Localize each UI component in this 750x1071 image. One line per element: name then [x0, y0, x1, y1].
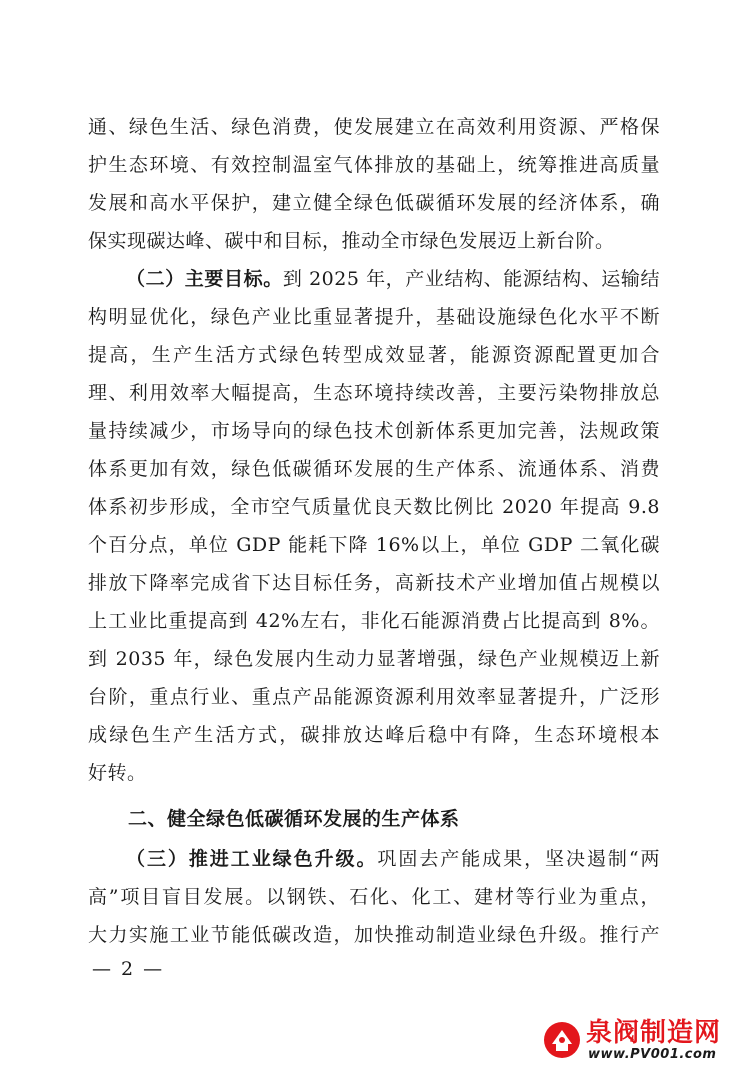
- paragraph-line: 通、绿色生活、绿色消费，使发展建立在高效利用资源、严格保: [88, 116, 660, 138]
- paragraph-line: 个百分点，单位 GDP 能耗下降 16%以上，单位 GDP 二氧化碳: [88, 534, 660, 556]
- section-3-first-line-text: 巩固去产能成果，坚决遏制“两: [377, 848, 660, 870]
- section-3-label: （三）推进工业绿色升级。: [126, 848, 378, 870]
- paragraph-line: 保实现碳达峰、碳中和目标，推动全市绿色发展迈上新台阶。: [88, 230, 615, 252]
- page-number: — 2 —: [92, 958, 165, 980]
- watermark-title: 泉阀制造网: [586, 1018, 722, 1048]
- paragraph-line: 护生态环境、有效控制温室气体排放的基础上，统筹推进高质量: [88, 154, 660, 176]
- valve-logo-icon: [542, 1020, 582, 1060]
- paragraph-line: 上工业比重提高到 42%左右，非化石能源消费占比提高到 8%。: [88, 610, 660, 632]
- paragraph-line: 成绿色生产生活方式，碳排放达峰后稳中有降，生态环境根本: [88, 724, 660, 746]
- paragraph-line: 高”项目盲目发展。以钢铁、石化、化工、建材等行业为重点，: [88, 886, 660, 908]
- paragraph-line: 体系初步形成，全市空气质量优良天数比例比 2020 年提高 9.8: [88, 496, 660, 518]
- site-watermark: [542, 1018, 732, 1064]
- section-2-first-line-text: 到 2025 年，产业结构、能源结构、运输结: [282, 268, 660, 290]
- paragraph-line: 大力实施工业节能低碳改造，加快推动制造业绿色升级。推行产: [88, 924, 660, 946]
- section-2-first-line: [126, 266, 660, 292]
- paragraph-line: 到 2035 年，绿色发展内生动力显著增强，绿色产业规模迈上新: [88, 648, 660, 670]
- paragraph-line: 排放下降率完成省下达目标任务，高新技术产业增加值占规模以: [88, 572, 660, 594]
- paragraph-line: 发展和高水平保护，建立健全绿色低碳循环发展的经济体系，确: [88, 192, 660, 214]
- paragraph-line: 提高，生产生活方式绿色转型成效显著，能源资源配置更加合: [88, 344, 660, 366]
- paragraph-line: 构明显优化，绿色产业比重显著提升，基础设施绿色化水平不断: [88, 306, 660, 328]
- section-heading: 二、健全绿色低碳循环发展的生产体系: [128, 808, 460, 830]
- paragraph-line: 量持续减少，市场导向的绿色技术创新体系更加完善，法规政策: [88, 420, 660, 442]
- paragraph-line: 台阶，重点行业、重点产品能源资源利用效率显著提升，广泛形: [88, 686, 660, 708]
- section-3-first-line: [126, 846, 660, 872]
- watermark-url: www.PV001.com: [588, 1047, 717, 1062]
- paragraph-line: 好转。: [88, 762, 147, 784]
- paragraph-line: 体系更加有效，绿色低碳循环发展的生产体系、流通体系、消费: [88, 458, 660, 480]
- paragraph-line: 理、利用效率大幅提高，生态环境持续改善，主要污染物排放总: [88, 382, 660, 404]
- section-2-label: （二）主要目标。: [126, 268, 283, 290]
